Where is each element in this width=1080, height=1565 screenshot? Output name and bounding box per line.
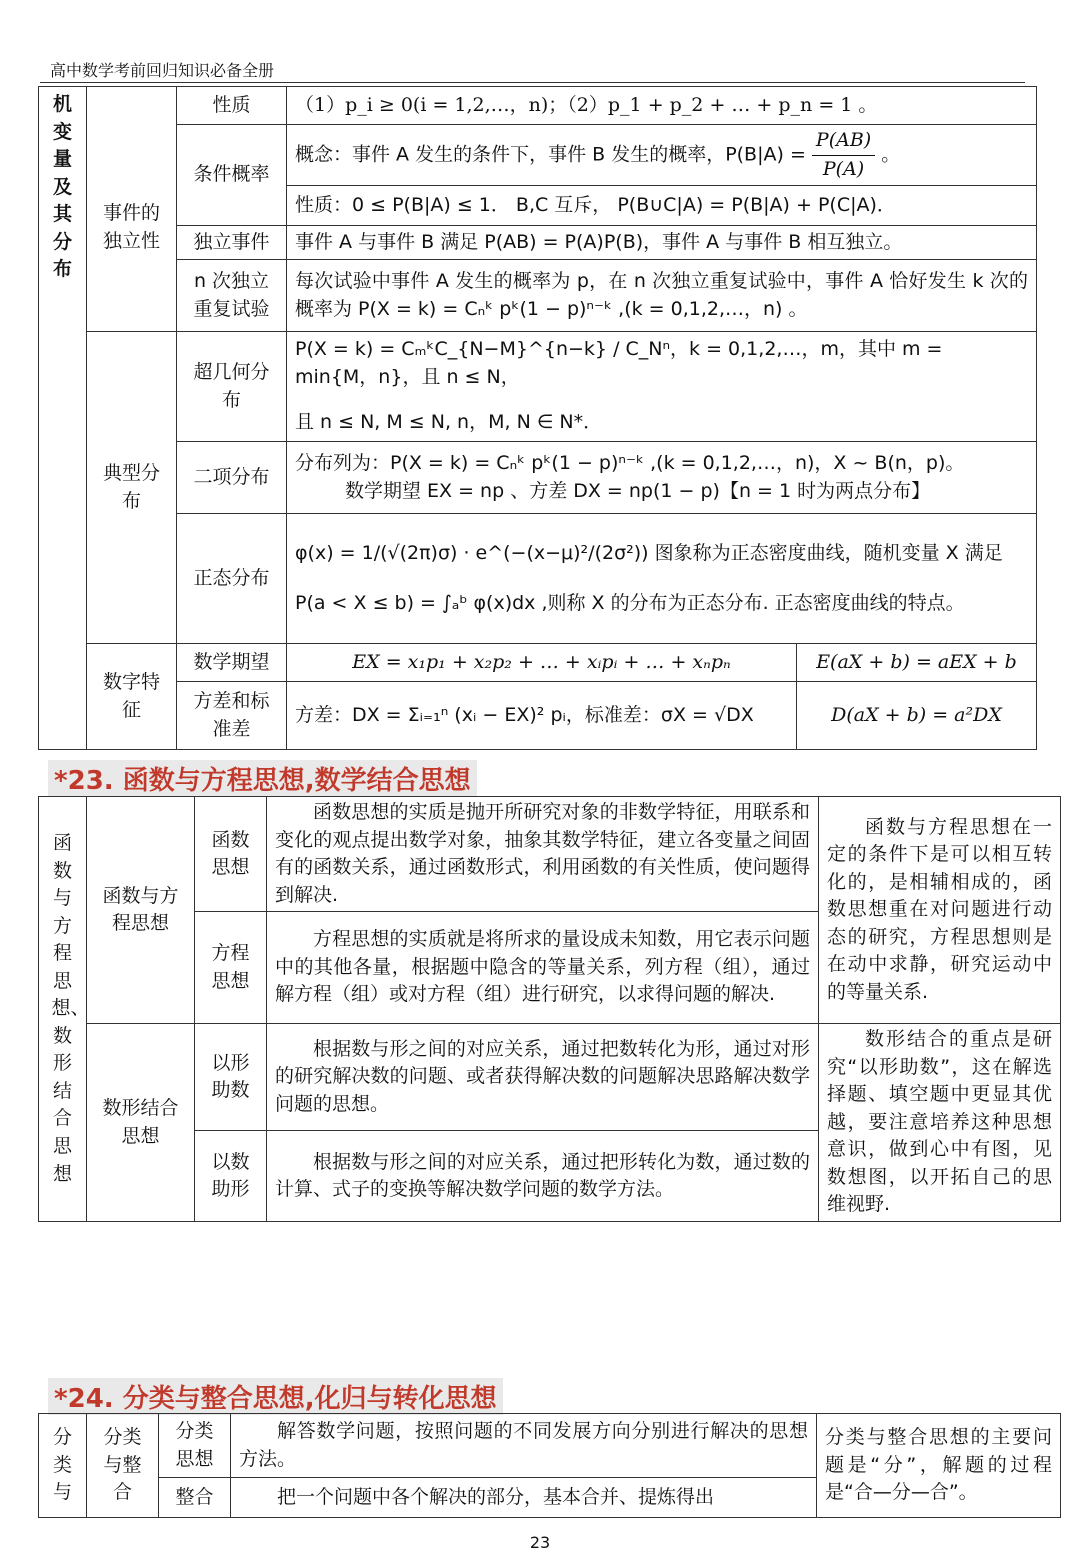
header-rule xyxy=(40,82,1025,83)
section-23-vertical-label: 函数与方程思想、数形结合思想 xyxy=(39,797,87,1222)
binom-label: 二项分布 xyxy=(177,442,287,514)
normal-cell xyxy=(287,514,1037,644)
indep-label: 独立事件 xyxy=(177,226,287,260)
func-label: 函数思想 xyxy=(195,797,267,912)
shape-summary: 数形结合的重点是研究“以形助数”，这在解选择题、填空题中更显其优越，要注意培养这种思想意识，做到心中有图，见数想图，以开拓自己的思维视野. xyxy=(819,1024,1061,1222)
property-label: 性质 xyxy=(177,87,287,125)
bernoulli-label: n 次独立重复试验 xyxy=(177,260,287,332)
group-numeric: 数字特征 xyxy=(87,644,177,750)
var-label: 方差和标准差 xyxy=(177,682,287,750)
binom-text2: 数学期望 EX = np 、方差 DX = np(1 − p)【n = 1 时为两点分布】 xyxy=(345,479,931,502)
integrate-text: 把一个问题中各个解决的部分，基本合并、提炼得出 xyxy=(231,1478,817,1518)
chapter-vertical-label: 机变量及其分布 xyxy=(39,87,87,750)
group-independence: 事件的独立性 xyxy=(87,125,177,332)
integrate-label: 整合 xyxy=(159,1478,231,1518)
page-header: 高中数学考前回归知识必备全册 xyxy=(50,61,275,80)
indep-text: 事件 A 与事件 B 满足 P(AB) = P(A)P(B)，事件 A 与事件 B 相互独立。 xyxy=(287,226,1037,260)
expect-rule: E(aX + b) = aEX + b xyxy=(797,644,1037,682)
page-number: 23 xyxy=(529,1533,551,1552)
group-func: 函数与方程思想 xyxy=(87,797,195,1024)
hyper-text2: 且 n ≤ N, M ≤ N, n，M, N ∈ N*． xyxy=(295,411,603,434)
section-23-table xyxy=(38,796,1061,1222)
expect-text: EX = x₁p₁ + x₂p₂ + … + xᵢpᵢ + … + xₙpₙ xyxy=(287,644,797,682)
cond-prob-denominator: P(A) xyxy=(822,157,865,180)
cond-prob-label: 条件概率 xyxy=(177,125,287,226)
property-text: （1）p_i ≥ 0(i = 1,2,…，n)；（2）p_1 + p_2 + … + p_n = 1 。 xyxy=(287,87,1037,125)
func-text: 函数思想的实质是抛开所研究对象的非数学特征，用联系和变化的观点提出数学对象，抽象其数学特征，建立各变量之间固有的函数关系，通过函数形式，利用函数的有关性质，使问题得到解决. xyxy=(267,797,819,912)
section-24-summary: 分类与整合思想的主要问题是“分”，解题的过程是“合—分—合”。 xyxy=(817,1414,1061,1518)
eq-text: 方程思想的实质就是将所求的量设成未知数，用它表示问题中的其他各量，根据题中隐含的等量关系，列方程（组），通过解方程（组）或对方程（组）进行研究，以求得问题的解决. xyxy=(267,912,819,1024)
section-24-table xyxy=(38,1413,1061,1518)
hyper-label: 超几何分布 xyxy=(177,332,287,442)
cond-prob-concept: 概念：事件 A 发生的条件下，事件 B 发生的概率，P(B|A) = $\frac{P(AB)}{P(A)}$ 。 xyxy=(287,125,1037,186)
section-24-vertical-label: 分类与 xyxy=(39,1414,87,1518)
shape-help-text: 根据数与形之间的对应关系，通过把数转化为形，通过对形的研究解决数的问题、或者获得解决数的问题解决思路解决数学问题的思想。 xyxy=(267,1024,819,1131)
cond-prob-property: 性质：0 ≤ P(B|A) ≤ 1． B,C 互斥， P(B∪C|A) = P(B|A) + P(C|A)． xyxy=(287,186,1037,226)
func-summary: 函数与方程思想在一定的条件下是可以相互转化的，是相辅相成的，函数思想重在对问题进行动态的研究，方程思想则是在动中求静，研究运动中的等量关系. xyxy=(819,797,1061,1024)
section-24-title: *24. 分类与整合思想,化归与转化思想 xyxy=(48,1378,503,1415)
random-variable-table xyxy=(38,86,1037,750)
binom-cell xyxy=(287,442,1037,514)
var-rule: D(aX + b) = a²DX xyxy=(797,682,1037,750)
num-help-text: 根据数与形之间的对应关系，通过把形转化为数，通过数的计算、式子的变换等解决数学问题的数学方法。 xyxy=(267,1131,819,1222)
group-classify: 分类与整合 xyxy=(87,1414,159,1518)
bernoulli-text: 每次试验中事件 A 发生的概率为 p，在 n 次独立重复试验中，事件 A 恰好发生 k 次的概率为 P(X = k) = Cₙᵏ pᵏ(1 − p)ⁿ⁻ᵏ ,(k = 0,1,2,…，n) 。 xyxy=(287,260,1037,332)
expect-label: 数学期望 xyxy=(177,644,287,682)
cond-prob-numerator: P(AB) xyxy=(812,127,875,156)
eq-label: 方程思想 xyxy=(195,912,267,1024)
normal-text1: φ(x) = 1/(√(2π)σ) · e^(−(x−μ)²/(2σ²)) 图象称为正态密度曲线，随机变量 X 满足 xyxy=(295,542,1003,565)
binom-text1: 分布列为：P(X = k) = Cₙᵏ pᵏ(1 − p)ⁿ⁻ᵏ ,(k = 0,1,2,…，n)，X ~ B(n，p)。 xyxy=(295,452,965,475)
group-typical: 典型分布 xyxy=(87,332,177,644)
group-shape: 数形结合思想 xyxy=(87,1024,195,1222)
classify-text: 解答数学问题，按照问题的不同发展方向分别进行解决的思想方法。 xyxy=(231,1414,817,1478)
var-text: 方差：DX = Σᵢ₌₁ⁿ (xᵢ − EX)² pᵢ，标准差：σX = √DX xyxy=(287,682,797,750)
normal-text2: P(a < X ≤ b) = ∫ₐᵇ φ(x)dx ,则称 X 的分布为正态分布. 正态密度曲线的特点。 xyxy=(295,591,965,614)
num-help-label: 以数助形 xyxy=(195,1131,267,1222)
normal-label: 正态分布 xyxy=(177,514,287,644)
hyper-text1: P(X = k) = CₘᵏC_{N−M}^{n−k} / C_Nⁿ，k = 0,1,2,…，m，其中 m = min{M，n}，且 n ≤ N， xyxy=(295,338,943,388)
classify-label: 分类思想 xyxy=(159,1414,231,1478)
section-23-title: *23. 函数与方程思想,数学结合思想 xyxy=(48,760,477,797)
shape-help-label: 以形助数 xyxy=(195,1024,267,1131)
hyper-cell xyxy=(287,332,1037,442)
